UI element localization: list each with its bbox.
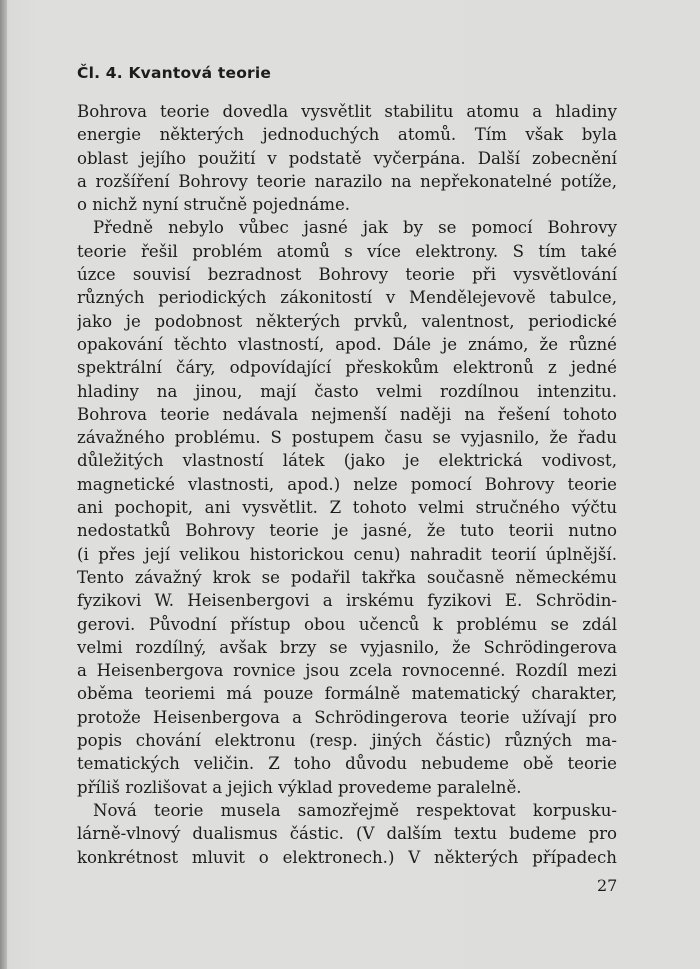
text-line: o nichž nyní stručně pojednáme. <box>77 195 351 215</box>
text-line: Bohrova teorie nedávala nejmenší naději na řešení tohoto <box>77 404 617 424</box>
text-line: velmi rozdílný, avšak brzy se vyjasnilo, že Schrödingerova <box>77 637 617 657</box>
text-line: (i přes její velikou historickou cenu) nahradit teorií úplnější. <box>77 544 617 564</box>
text-line: nedostatků Bohrovy teorie je jasné, že tuto teorii nutno <box>77 521 617 541</box>
text-line: gerovi. Původní přístup obou učenců k problému se zdál <box>77 614 617 634</box>
text-line: Nová teorie musela samozřejmě respektovat korpusku- <box>93 800 617 820</box>
text-line: ani pochopit, ani vysvětlit. Z tohoto velmi stručného výčtu <box>77 498 617 518</box>
text-line: různých periodických zákonitostí v Mendělejevově tabulce, <box>77 288 617 308</box>
text-line: hladiny na jinou, mají často velmi rozdílnou intenzitu. <box>77 381 617 401</box>
page-binding-edge <box>0 0 7 969</box>
page-number: 27 <box>597 876 618 895</box>
text-line: lárně-vlnový dualismus částic. (V dalším textu budeme pro <box>77 824 617 844</box>
text-line: jako je podobnost některých prvků, valentnost, periodické <box>77 311 617 331</box>
text-line: závažného problému. S postupem času se vyjasnilo, že řadu <box>77 428 617 448</box>
text-line: a Heisenbergova rovnice jsou zcela rovnocenné. Rozdíl mezi <box>77 661 617 681</box>
text-line: tematických veličin. Z toho důvodu nebudeme obě teorie <box>77 754 617 774</box>
text-line: magnetické vlastnosti, apod.) nelze pomocí Bohrovy teorie <box>77 474 617 494</box>
text-line: energie některých jednoduchých atomů. Tím však byla <box>77 125 617 145</box>
text-line: teorie řešil problém atomů s více elektrony. S tím také <box>77 241 617 261</box>
body-text <box>77 100 617 869</box>
text-line: opakování těchto vlastností, apod. Dále je známo, že různé <box>77 334 617 354</box>
text-line: konkrétnost mluvit o elektronech.) V některých případech <box>77 847 617 867</box>
text-line: Předně nebylo vůbec jasné jak by se pomocí Bohrovy <box>93 218 617 238</box>
text-line: fyzikovi W. Heisenbergovi a irskému fyzikovi E. Schrödin- <box>77 591 617 611</box>
text-line: oběma teoriemi má pouze formálně matematický charakter, <box>77 684 617 704</box>
text-line: protože Heisenbergova a Schrödingerova teorie užívají pro <box>77 707 617 727</box>
text-line: příliš rozlišovat a jejich výklad provedeme paralelně. <box>77 777 522 797</box>
text-line: popis chování elektronu (resp. jiných částic) různých ma- <box>77 731 617 751</box>
text-line: a rozšíření Bohrovy teorie narazilo na nepřekonatelné potíže, <box>77 171 617 191</box>
text-line: Tento závažný krok se podařil takřka současně německému <box>77 567 617 587</box>
section-heading: Čl. 4. Kvantová teorie <box>77 64 272 82</box>
text-line: úzce souvisí bezradnost Bohrovy teorie při vysvětlování <box>77 265 617 285</box>
text-line: spektrální čáry, odpovídající přeskokům elektronů z jedné <box>77 358 617 378</box>
text-line: důležitých vlastností látek (jako je elektrická vodivost, <box>77 451 617 471</box>
text-line: oblast jejího použití v podstatě vyčerpána. Další zobecnění <box>77 148 617 168</box>
text-line: Bohrova teorie dovedla vysvětlit stabilitu atomu a hladiny <box>77 102 617 121</box>
